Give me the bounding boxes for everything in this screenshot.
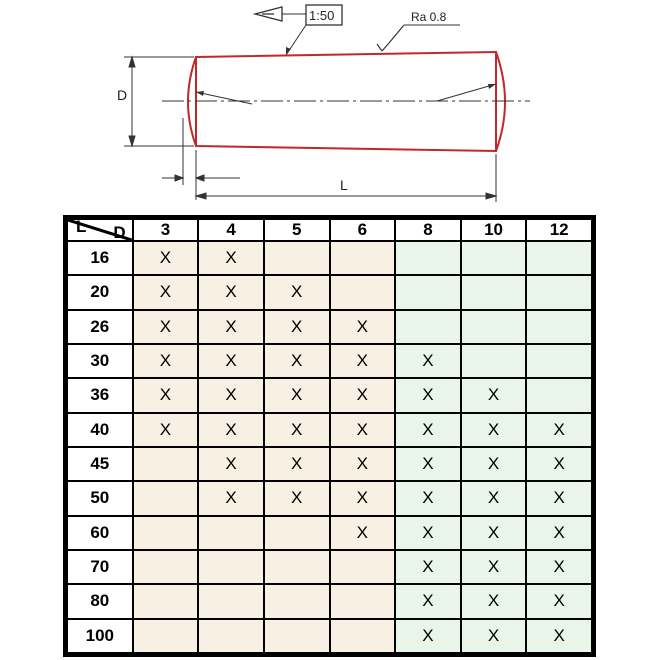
table-cell (330, 241, 396, 275)
table-cell: X (526, 481, 592, 515)
table-cell: X (133, 378, 199, 412)
table-cell: X (198, 481, 264, 515)
table-cell (133, 584, 199, 618)
table-cell: X (395, 516, 461, 550)
d-header: 5 (264, 219, 330, 241)
table-row (67, 516, 592, 550)
table-cell: X (461, 481, 527, 515)
table-cell (133, 447, 199, 481)
table-cell (526, 241, 592, 275)
table-cell (133, 516, 199, 550)
table-cell (526, 275, 592, 309)
l-header: 16 (67, 241, 133, 275)
l-header: 30 (67, 344, 133, 378)
table-cell: X (264, 481, 330, 515)
l-header: 36 (67, 378, 133, 412)
table-cell: X (461, 550, 527, 584)
table-cell: X (395, 550, 461, 584)
table-cell (264, 619, 330, 653)
diameter-label: D (117, 87, 128, 103)
table-row (67, 241, 592, 275)
d-header: 4 (198, 219, 264, 241)
l-header: 45 (67, 447, 133, 481)
table-cell: X (198, 447, 264, 481)
table-cell (526, 310, 592, 344)
table-cell: X (526, 584, 592, 618)
table-cell: X (395, 378, 461, 412)
table-cell (133, 550, 199, 584)
table-cell: X (133, 344, 199, 378)
table-cell (330, 619, 396, 653)
table-cell: X (133, 413, 199, 447)
table-cell: X (461, 584, 527, 618)
table-cell (395, 241, 461, 275)
chamfer-dimension (162, 118, 240, 200)
table-cell: X (526, 516, 592, 550)
table-cell: X (264, 378, 330, 412)
l-header: 50 (67, 481, 133, 515)
d-header: 3 (133, 219, 199, 241)
l-header: 100 (67, 619, 133, 653)
availability-table (66, 218, 593, 654)
table-cell: X (395, 481, 461, 515)
table-cell (330, 584, 396, 618)
table-row (67, 481, 592, 515)
d-header: 10 (461, 219, 527, 241)
table-row (67, 378, 592, 412)
table-cell: X (264, 275, 330, 309)
table-cell: X (198, 275, 264, 309)
table-row (67, 447, 592, 481)
corner-label-d: D (113, 223, 126, 242)
table-cell (198, 516, 264, 550)
table-row (67, 413, 592, 447)
table-body (67, 241, 592, 653)
table-cell: X (198, 413, 264, 447)
table-cell: X (264, 413, 330, 447)
table-cell: X (198, 378, 264, 412)
l-header: 26 (67, 310, 133, 344)
taper-ratio-label: 1:50 (309, 8, 335, 23)
d-header: 12 (526, 219, 592, 241)
table-cell (133, 481, 199, 515)
table-cell (133, 619, 199, 653)
l-header: 40 (67, 413, 133, 447)
roughness-symbol (377, 25, 460, 51)
table-cell: X (395, 584, 461, 618)
table-cell: X (264, 344, 330, 378)
table-cell (526, 378, 592, 412)
table-row (67, 584, 592, 618)
table-cell (198, 584, 264, 618)
table-cell: X (330, 310, 396, 344)
table-cell: X (395, 344, 461, 378)
table-cell (330, 275, 396, 309)
corner-cell (67, 219, 133, 241)
d-header: 6 (330, 219, 396, 241)
dimension-table (63, 215, 596, 657)
table-cell: X (330, 516, 396, 550)
roughness-label: Ra 0.8 (411, 10, 447, 24)
table-row (67, 550, 592, 584)
taper-symbol (255, 7, 306, 21)
table-cell: X (461, 619, 527, 653)
table-cell: X (330, 344, 396, 378)
table-cell: X (461, 516, 527, 550)
table-cell: X (526, 413, 592, 447)
table-row (67, 310, 592, 344)
table-cell: X (461, 378, 527, 412)
table-cell (330, 550, 396, 584)
table-cell: X (133, 310, 199, 344)
table-cell (461, 344, 527, 378)
table-row (67, 344, 592, 378)
table-cell (526, 344, 592, 378)
l-header: 80 (67, 584, 133, 618)
table-cell: X (198, 344, 264, 378)
table-cell: X (526, 550, 592, 584)
table-cell: X (526, 619, 592, 653)
header-row (67, 219, 592, 241)
table-cell: X (526, 447, 592, 481)
table-row (67, 275, 592, 309)
l-header: 70 (67, 550, 133, 584)
table-cell (198, 619, 264, 653)
table-cell: X (330, 447, 396, 481)
table-cell: X (264, 447, 330, 481)
taper-pin-drawing (0, 0, 660, 215)
table-cell (461, 241, 527, 275)
table-cell (264, 584, 330, 618)
table-cell: X (198, 241, 264, 275)
l-header: 60 (67, 516, 133, 550)
table-cell: X (133, 241, 199, 275)
d-header: 8 (395, 219, 461, 241)
table-cell (461, 310, 527, 344)
table-cell: X (395, 619, 461, 653)
table-cell: X (264, 310, 330, 344)
table-cell: X (395, 413, 461, 447)
table-cell: X (461, 413, 527, 447)
table-cell: X (461, 447, 527, 481)
table-cell (395, 310, 461, 344)
table-cell: X (395, 447, 461, 481)
length-label: L (340, 177, 348, 193)
corner-label-l: L (76, 217, 87, 236)
table-cell (461, 275, 527, 309)
table-cell (395, 275, 461, 309)
table-row (67, 619, 592, 653)
l-header: 20 (67, 275, 133, 309)
table-cell: X (330, 378, 396, 412)
table-cell: X (330, 413, 396, 447)
table-cell (264, 241, 330, 275)
table-cell (264, 550, 330, 584)
table-cell (198, 550, 264, 584)
table-cell: X (133, 275, 199, 309)
table-cell: X (198, 310, 264, 344)
table-cell (264, 516, 330, 550)
table-cell: X (330, 481, 396, 515)
